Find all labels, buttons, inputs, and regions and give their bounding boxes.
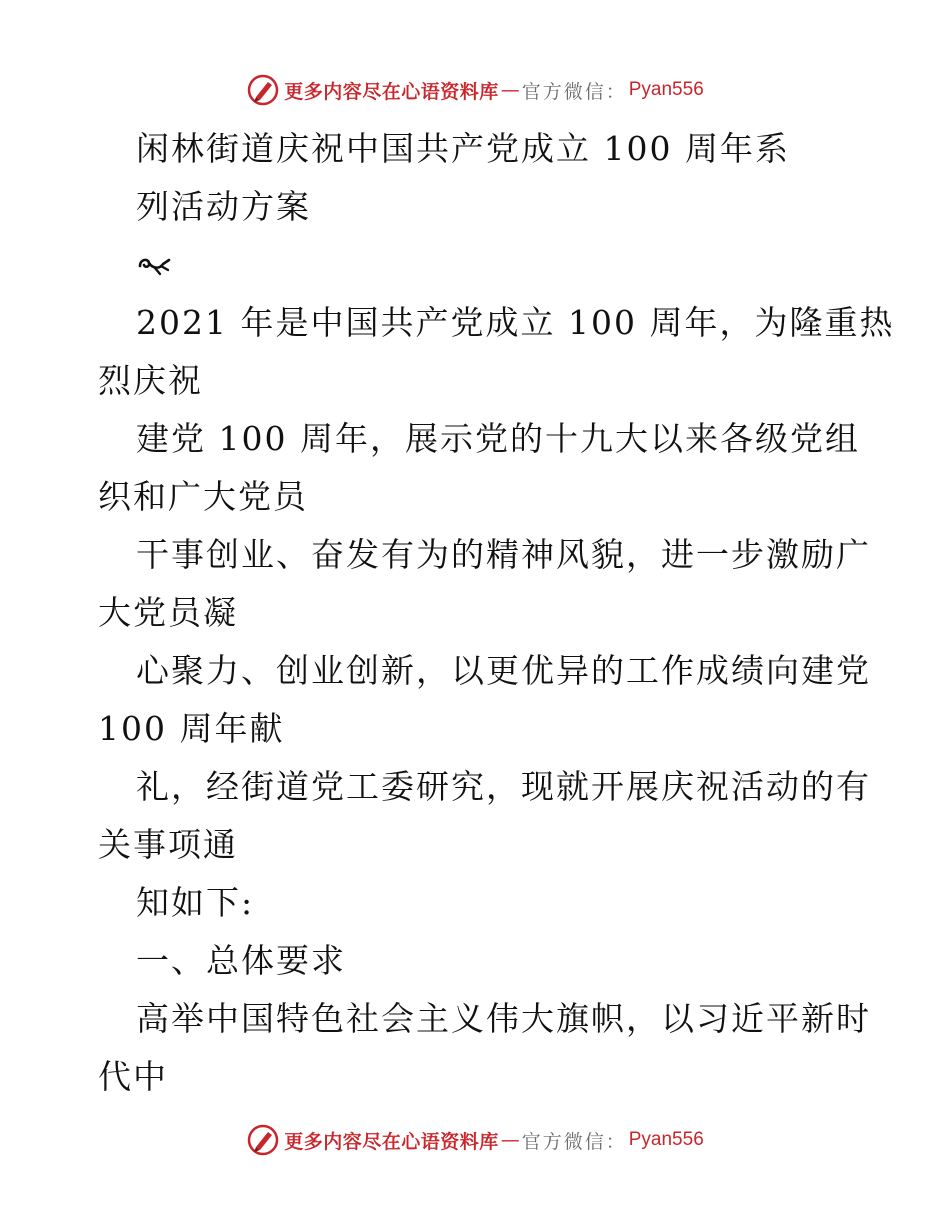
paragraph-line: 100 周年献 — [98, 709, 285, 748]
document-title-line-1: 闲林街道庆祝中国共产党成立 100 周年系 — [136, 129, 790, 168]
paragraph-line: 干事创业、奋发有为的精神风貌，进一步激励广 — [136, 535, 871, 574]
paragraph-line: 礼，经街道党工委研究，现就开展庆祝活动的有 — [136, 767, 871, 806]
pen-logo-icon — [246, 73, 280, 107]
watermark-wechat-label: 官方微信： — [521, 80, 627, 103]
paragraph-line: 高举中国特色社会主义伟大旗帜，以习近平新时 — [136, 999, 871, 1038]
paragraph-line: 大党员凝 — [98, 593, 238, 632]
watermark-wechat-id: Pyan556 — [628, 1129, 704, 1150]
document-body — [98, 120, 895, 1106]
watermark-wechat-label: 官方微信： — [521, 1130, 627, 1153]
paragraph-line: 建党 100 周年，展示党的十九大以来各级党组 — [136, 419, 860, 458]
paragraph-line: 心聚力、创业创新，以更优异的工作成绩向建党 — [136, 651, 871, 690]
document-title-line-2: 列活动方案 — [136, 187, 311, 226]
paragraph-line: 代中 — [98, 1057, 168, 1096]
watermark-promo-text: 更多内容尽在心语资料库 — [284, 80, 499, 103]
paragraph-line: 织和广大党员 — [98, 477, 308, 516]
watermark-dash: — — [500, 79, 520, 101]
watermark-footer — [0, 1120, 950, 1160]
watermark-promo-text: 更多内容尽在心语资料库 — [284, 1130, 499, 1153]
watermark-header — [0, 70, 950, 110]
watermark-dash: — — [500, 1129, 520, 1151]
watermark-wechat-id: Pyan556 — [628, 79, 704, 100]
scroll-flourish-icon — [136, 254, 172, 276]
section-heading: 一、总体要求 — [136, 941, 346, 980]
paragraph-line: 关事项通 — [98, 825, 238, 864]
paragraph-line: 知如下: — [136, 883, 255, 922]
paragraph-line: 2021 年是中国共产党成立 100 周年，为隆重热 — [136, 303, 895, 342]
pen-logo-icon — [246, 1123, 280, 1157]
paragraph-line: 烈庆祝 — [98, 361, 203, 400]
ornament-row — [98, 236, 858, 294]
